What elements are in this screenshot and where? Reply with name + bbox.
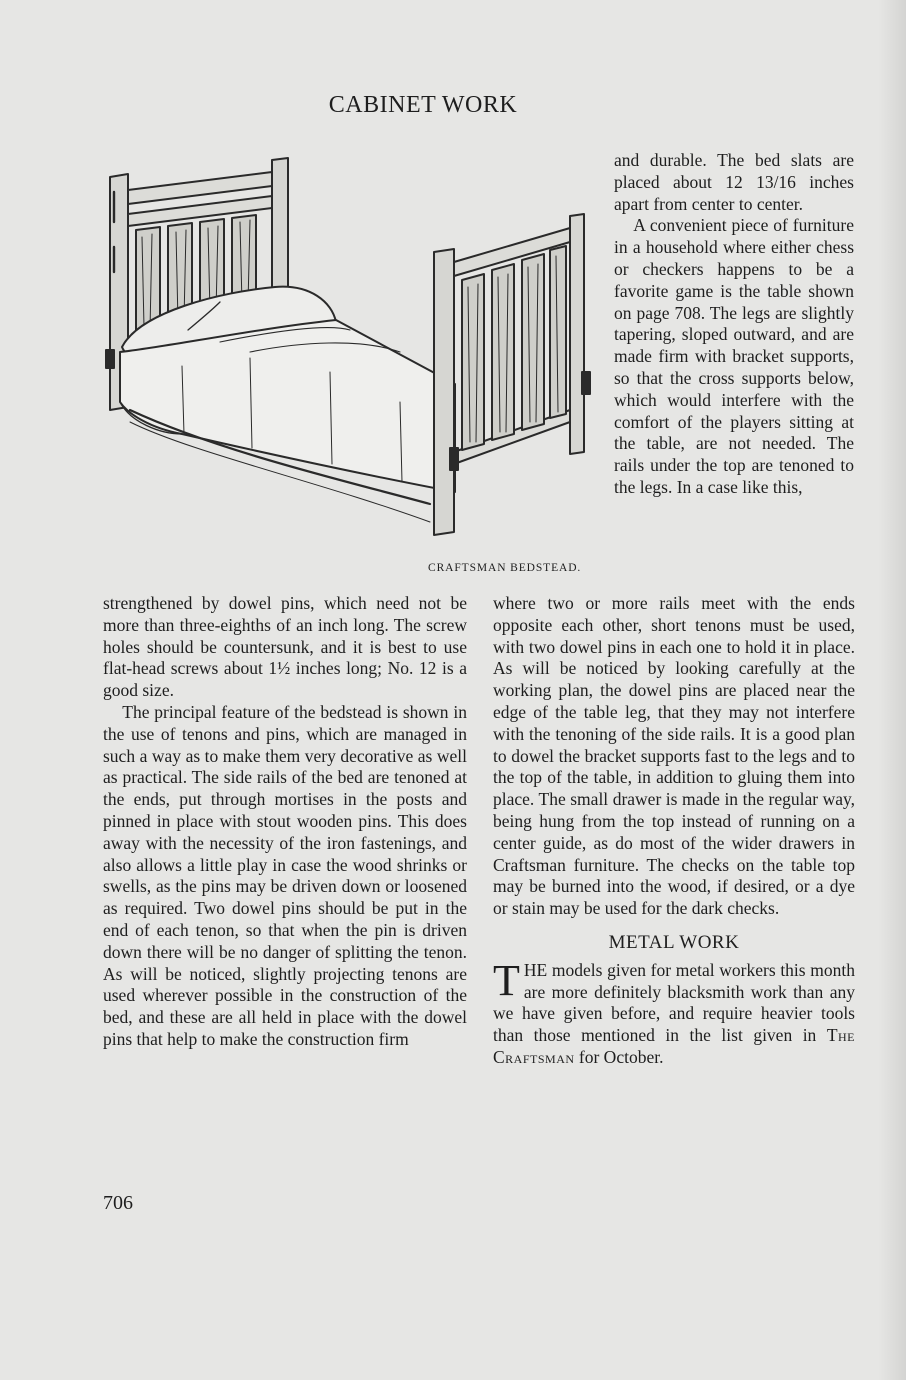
top-right-paragraph-1: and durable. The bed slats are placed about 12 13/16 inches apart from center to center. bbox=[614, 150, 854, 214]
top-right-paragraph-2: A convenient piece of furniture in a household where either chess or checkers happens to be a favorite game is the table shown on page 708. The legs are slightly tapering, sloped outward, and are made firm with bracket supports, so that the cross supports below, which would interfere with the comfort of the players sitting at the table, are not needed. The rails under the top are tenoned to the legs. In a case like this, bbox=[614, 215, 854, 497]
section-heading-metal-work: METAL WORK bbox=[608, 931, 740, 953]
magazine-title: The Craftsman bbox=[493, 1025, 855, 1067]
page-number: 706 bbox=[103, 1192, 133, 1214]
drop-cap: T bbox=[493, 955, 520, 1005]
left-paragraph-1: strengthened by dowel pins, which need not be more than three-eighths of an inch long. The screw holes should be countersunk, and it is best to use flat-head screws about 1½ inches long; No. 12 is a good size. bbox=[103, 593, 467, 701]
metal-work-text: HE models given for metal workers this month are more definitely blacksmith work than any we have given before, and require heavier tools than those mentioned in the list given in bbox=[493, 959, 855, 1046]
right-paragraph-1: where two or more rails meet with the ends opposite each other, short tenons must be used, with two dowel pins in each one to hold it in place. As will be noticed by looking carefully at the working plan, the dowel pins are placed near the edge of the table leg, that they may not interfere with the tenoning of the side rails. It is a good plan to dowel the bracket supports fast to the legs and to the top of the table, in addition to gluing them into place. The small drawer is made in the regular way, being hung from the top instead of running on a center guide, as do most of the wider drawers in Craftsman furniture. The checks on the table top may be burned into the wood, if desired, or a dye or stain may be used for the dark checks. bbox=[493, 593, 855, 919]
figure-caption: CRAFTSMAN BEDSTEAD. bbox=[428, 562, 582, 574]
page-edge-shadow bbox=[878, 0, 906, 1380]
bedstead-illustration bbox=[100, 152, 605, 582]
right-column bbox=[493, 593, 855, 1069]
left-column bbox=[103, 593, 467, 1051]
top-right-column bbox=[614, 150, 854, 499]
running-head: CABINET WORK bbox=[328, 92, 518, 118]
bedstead-drawing bbox=[100, 152, 605, 572]
metal-work-paragraph bbox=[493, 955, 855, 1069]
left-paragraph-2: The principal feature of the bedstead is shown in the use of tenons and pins, which are managed in such a way as to make them very decorative as well as practical. The side rails of the bed are tenoned at the ends, put through mortises in the posts and pinned in place with stout wooden pins. This does away with the necessity of the iron fastenings, and also allows a little play in case the wood shrinks or swells, as the pins may be driven down or loosened as required. Two dowel pins should be put in the end of each tenon, so that when the pin is driven down there will be no danger of splitting the tenon. As will be noticed, slightly projecting tenons are used wherever possible in the construction of the bed, and these are all held in place with the dowel pins that help to make the construction firm bbox=[103, 701, 467, 1049]
metal-work-tail: for October. bbox=[574, 1046, 664, 1067]
